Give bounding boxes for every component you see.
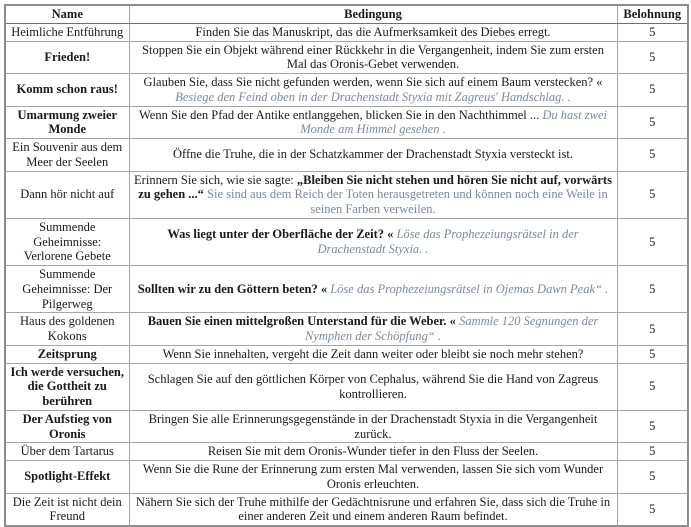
table-row [5,23,688,41]
reward-value: 5 [617,363,688,410]
table-row [5,410,688,443]
achievement-name: Frieden! [5,41,129,74]
achievement-name: Der Aufstieg von Oronis [5,410,129,443]
table-row [5,41,688,74]
table-row [5,139,688,172]
table-header-row [5,5,688,23]
achievement-name: Spotlight-Effekt [5,461,129,494]
column-header-name: Name [5,5,129,23]
reward-value: 5 [617,74,688,107]
reward-value: 5 [617,410,688,443]
table-row [5,171,688,218]
achievement-name: Über dem Tartarus [5,443,129,461]
table-row [5,74,688,107]
condition-text [129,23,617,41]
condition-text [129,313,617,346]
achievement-name: Heimliche Entführung [5,23,129,41]
condition-segment: Was liegt unter der Oberfläche der Zeit? « [167,227,397,242]
condition-segment: Bringen Sie alle Erinnerungsgegenstände in der Drachenstadt Styxia in die Vergangenheit zurück. [148,411,598,441]
reward-value: 5 [617,266,688,313]
condition-segment: Löse das Prophezeiungsrätsel in Ojemas Dawn Peak“ . [330,281,609,296]
condition-segment: Sollten wir zu den Göttern beten? « [137,281,331,296]
condition-segment: Sammle 120 Segnungen der Nymphen der Schöpfung“ . [304,314,599,343]
condition-segment: Löse das Prophezeiungsrätsel in der Drachenstadt Styxia. . [317,227,579,256]
condition-text [129,74,617,107]
reward-value: 5 [617,493,688,526]
condition-segment: Reisen Sie mit dem Oronis-Wunder tiefer in den Fluss der Seelen. [207,444,539,459]
achievement-name: Dann hör nicht auf [5,171,129,218]
condition-text [129,345,617,363]
reward-value: 5 [617,313,688,346]
condition-text [129,443,617,461]
condition-segment: Wenn Sie den Pfad der Antike entlanggehen, blicken Sie in den Nachthimmel ... [139,107,543,122]
condition-segment: Finden Sie das Manuskript, das die Aufmerksamkeit des Diebes erregt. [195,24,551,39]
condition-text [129,41,617,74]
table-row [5,218,688,265]
reward-value: 5 [617,171,688,218]
condition-segment: Öffne die Truhe, die in der Schatzkammer der Drachenstadt Styxia versteckt ist. [172,147,573,162]
condition-text [129,410,617,443]
achievements-table [4,4,689,527]
condition-text [129,493,617,526]
condition-segment: Bauen Sie einen mittelgroßen Unterstand für die Weber. « [147,314,460,329]
condition-segment: Wenn Sie die Rune der Erinnerung zum ersten Mal verwenden, lassen Sie sich vom Wunder Oronis erleuchten. [142,462,604,491]
condition-segment: Erinnern Sie sich, wie sie sagte: [134,172,297,187]
condition-text [129,139,617,172]
condition-segment: Glauben Sie, dass Sie nicht gefunden werden, wenn Sie sich auf einem Baum verstecken? « [143,75,603,89]
condition-text [129,171,617,218]
reward-value: 5 [617,139,688,172]
condition-text [129,363,617,410]
table-body [5,23,688,526]
achievement-name: Ich werde versuchen, die Gottheit zu berühren [5,363,129,410]
achievement-name: Summende Geheimnisse: Verlorene Gebete [5,218,129,265]
achievement-name: Summende Geheimnisse: Der Pilgerweg [5,266,129,313]
column-header-condition: Bedingung [129,5,617,23]
reward-value: 5 [617,106,688,139]
condition-segment: Schlagen Sie auf den göttlichen Körper von Cephalus, während Sie die Hand von Zagreus kontrollieren. [147,371,599,401]
reward-value: 5 [617,461,688,494]
table-row [5,461,688,494]
column-header-reward: Belohnung [617,5,688,23]
table-row [5,106,688,139]
condition-segment: Sie sind aus dem Reich der Toten herausgetreten und können noch eine Weile in seinen Farben verweilen. [207,187,608,216]
table-row [5,443,688,461]
achievement-name: Haus des goldenen Kokons [5,313,129,346]
achievement-name: Die Zeit ist nicht dein Freund [5,493,129,526]
reward-value: 5 [617,218,688,265]
condition-segment: Besiege den Feind oben in der Drachenstadt Styxia mit Zagreus' Handschlag. . [175,89,571,104]
table-row [5,266,688,313]
condition-text [129,218,617,265]
reward-value: 5 [617,41,688,74]
achievement-name: Umarmung zweier Monde [5,106,129,139]
reward-value: 5 [617,23,688,41]
condition-segment: Du hast zwei Monde am Himmel gesehen . [300,107,607,137]
condition-text [129,266,617,313]
achievement-name: Zeitsprung [5,345,129,363]
achievement-name: Ein Souvenir aus dem Meer der Seelen [5,139,129,172]
reward-value: 5 [617,443,688,461]
table-row [5,493,688,526]
condition-segment: Wenn Sie innehalten, vergeht die Zeit dann weiter oder bleibt sie noch mehr stehen? [162,346,584,361]
condition-text [129,106,617,139]
condition-segment: Nähern Sie sich der Truhe mithilfe der Gedächtnisrune und erfahren Sie, dass sich die Truhe in einer anderen Zeit und einem anderen Raum befindet. [135,494,611,524]
table-row [5,363,688,410]
reward-value: 5 [617,345,688,363]
condition-segment: Stoppen Sie ein Objekt während einer Rückkehr in die Vergangenheit, indem Sie zum ersten Mal das Oronis-Gebet verwenden. [142,42,604,72]
condition-text [129,461,617,494]
table-row [5,345,688,363]
table-row [5,313,688,346]
achievement-name: Komm schon raus! [5,74,129,107]
condition-segment: „Bleiben Sie nicht stehen und hören Sie nicht auf, vorwärts zu gehen ...“ [138,172,612,202]
